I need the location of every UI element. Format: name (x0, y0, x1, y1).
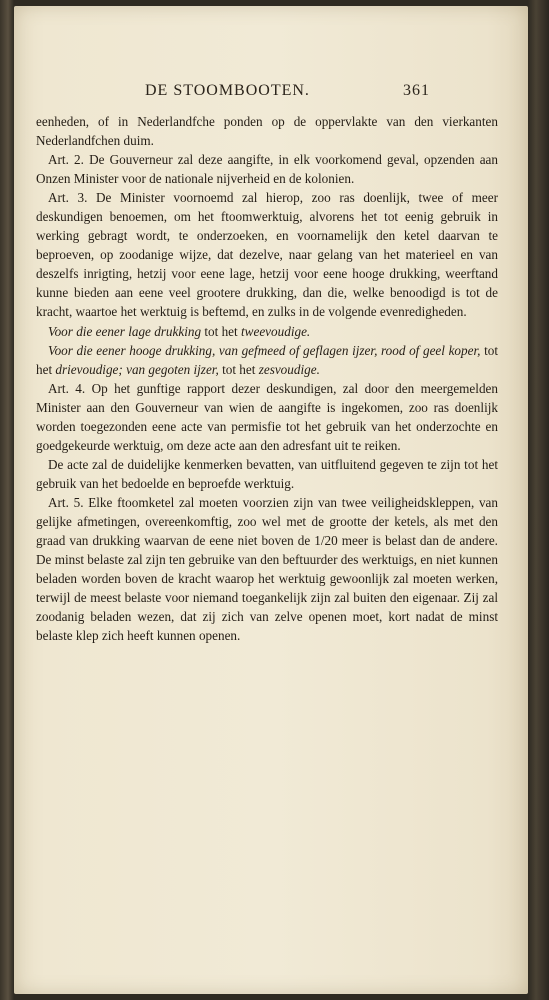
page-body (36, 112, 498, 645)
low-pressure-rule (36, 322, 498, 341)
fraction: 1/20 (314, 533, 338, 549)
paragraph-1: eenheden, of in Nederlandfche ponden op de oppervlakte van den vierkanten Nederlandfchen duim. (36, 114, 498, 149)
article-2: Art. 2. De Gouverneur zal deze aangifte, in elk voorkomend geval, opzenden aan Onzen Minister voor de nationale nijverheid en de kolonien. (36, 152, 498, 187)
article-5-part-2: meer is belast dan de andere. De minst belaste zal zijn ten gebruike van den beftuurder des werktuigs, en niet kunnen beladen worden boven de kracht waarop het werktuig gewoonlijk zal moeten werken, terwijl de meest belaste voor niemand toegankelijk zijn zal buiten den eigenaar. Zij zal zoodanig beladen wezen, dat zij zich van zelve openen moet, kort nadat de minst belaste klep zich heeft kunnen openen. (36, 533, 498, 644)
low-pressure-label: Voor die eener lage drukking (48, 323, 202, 339)
article-4: Art. 4. Op het gunftige rapport dezer deskundigen, zal door den meergemelden Minister aan den Gouverneur van wien de aangifte is ingekomen, zoo ras doenlijk worden toegezonden eene acte van permisfie tot het gebruik van het onderzochte en goedgekeurde werktuig, om deze acte aan den adresfant uit te reiken. (36, 380, 498, 453)
acte-paragraph: De acte zal de duidelijke kenmerken bevatten, van uitfluitend gegeven te zijn tot het gebruik van het bedoelde en beproefde werktuig. (36, 456, 498, 491)
high-pressure-connector-2: tot het (218, 361, 259, 377)
running-header (145, 82, 430, 104)
high-pressure-factor-2: zesvoudige. (258, 361, 320, 377)
running-title: DE STOOMBOOTEN. (145, 82, 310, 99)
high-pressure-connector-1: tot het (36, 342, 498, 377)
article-5-part-1: Art. 5. Elke ftoomketel zal moeten voorzien zijn van twee veiligheidskleppen, van gelijke afmetingen, overeenkomftig, zoo wel met de grootte der ketels, als met den graad van drukking waarvan de eene niet boven de (36, 494, 498, 549)
low-pressure-connector: tot het (201, 323, 242, 339)
high-pressure-rule (36, 341, 498, 379)
page-number: 361 (403, 82, 430, 99)
low-pressure-factor: tweevoudige. (241, 323, 311, 339)
article-3: Art. 3. De Minister voornoemd zal hierop, zoo ras doenlijk, twee of meer deskundigen benoemen, om het ftoomwerktuig, alvorens het tot eenig gebruik in werking gebragt wordt, te onderzoeken, en voornamelijk den ketel daarvan te beproeven, op zoodanige wijze, dat dezelve, naar gelang van het materieel en van deszelfs inrigting, hetzij voor eene lage, hetzij voor eene hooge drukking, weerftand kunne bieden aan eene veel grootere drukking, dan die, welke benoodigd is tot de kracht, waartoe het werktuig is beftemd, en zulks in de volgende evenredigheden. (36, 190, 498, 320)
high-pressure-factor-1: drievoudige; van gegoten ijzer, (55, 361, 219, 377)
article-5 (36, 493, 498, 645)
high-pressure-label: Voor die eener hooge drukking, van gefmeed of geflagen ijzer, rood of geel koper, (48, 342, 481, 358)
